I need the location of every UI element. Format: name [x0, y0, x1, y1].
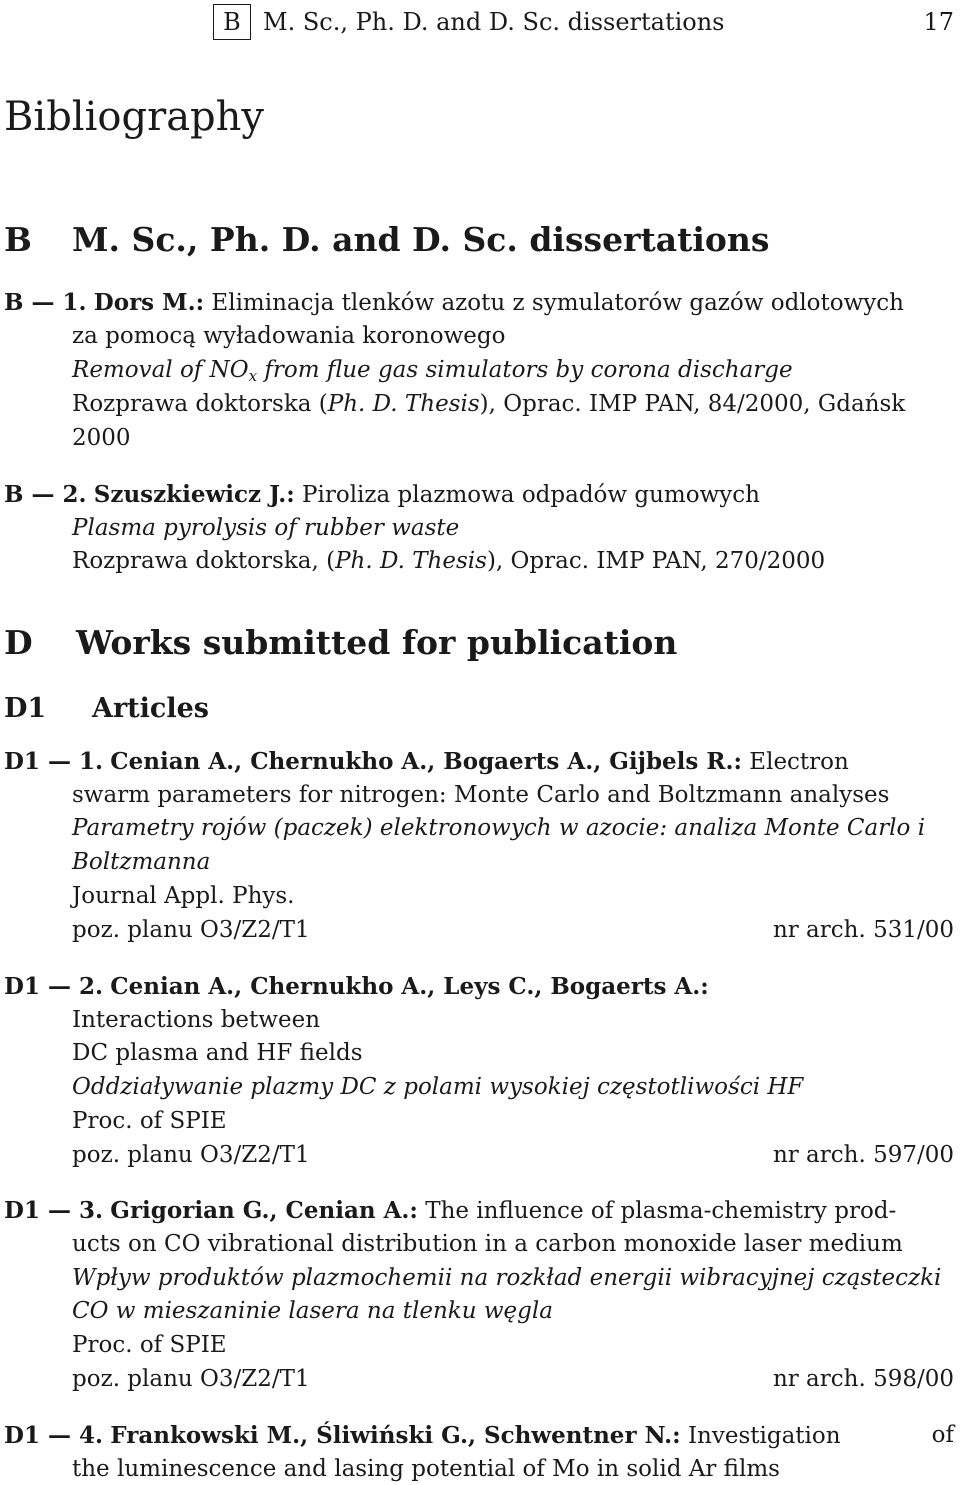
- entry-b2-author: Szuszkiewicz J.:: [93, 481, 295, 508]
- entry-d1-4-authors: Frankowski M., Śliwiński G., Schwentner N.:: [110, 1422, 681, 1449]
- entry-b2-ref: B — 2.: [4, 481, 87, 508]
- entry-d1-2-line1: [4, 973, 709, 1000]
- entry-d1-3-authors: Grigorian G., Cenian A.:: [110, 1197, 418, 1224]
- page-number: 17: [923, 8, 954, 36]
- entry-b1-thesis-a: Rozprawa doktorska (: [72, 391, 328, 417]
- entry-b1-title-en-sub: x: [248, 367, 258, 385]
- entry-d1-1-ref: D1 — 1.: [4, 748, 103, 775]
- entry-d1-2-authors: Cenian A., Chernukho A., Leys C., Bogaerts A.:: [110, 973, 709, 1000]
- entry-b1-thesis: [72, 391, 905, 417]
- entry-d1-1-plan: poz. planu O3/Z2/T1: [72, 917, 310, 943]
- section-d-title: Works submitted for publication: [76, 623, 678, 662]
- entry-d1-4-title-a: Investigation: [687, 1423, 841, 1449]
- section-b-title: M. Sc., Ph. D. and D. Sc. dissertations: [72, 220, 770, 259]
- entry-b2-title-pl: Piroliza plazmowa odpadów gumowych: [302, 482, 760, 508]
- entry-b2-thesis-i: Ph. D. Thesis: [335, 548, 487, 574]
- section-d-letter: D: [4, 623, 33, 662]
- entry-d1-1-title-b: swarm parameters for nitrogen: Monte Carlo and Boltzmann analyses: [72, 782, 890, 808]
- entry-d1-1-title-pl-a: Parametry rojów (paczek) elektronowych w azocie: analiza Monte Carlo i: [72, 815, 926, 841]
- entry-d1-4-title-b: the luminescence and lasing potential of Mo in solid Ar films: [72, 1456, 780, 1482]
- entry-b1-ref: B — 1.: [4, 289, 87, 316]
- page-title: Bibliography: [4, 94, 264, 140]
- entry-d1-2-ref: D1 — 2.: [4, 973, 103, 1000]
- entry-b1-title-en-a: Removal of NO: [72, 357, 249, 383]
- entry-d1-1-journal: Journal Appl. Phys.: [72, 883, 295, 909]
- entry-b1-title-en-b: from flue gas simulators by corona discharge: [257, 357, 793, 383]
- entry-d1-1-authors: Cenian A., Chernukho A., Bogaerts A., Gijbels R.:: [110, 748, 742, 775]
- entry-d1-3-ref: D1 — 3.: [4, 1197, 103, 1224]
- entry-b1-title-en: [72, 357, 793, 383]
- section-d1-title: Articles: [92, 693, 209, 724]
- entry-d1-2-journal: Proc. of SPIE: [72, 1108, 227, 1134]
- entry-b1-author: Dors M.:: [93, 289, 205, 316]
- entry-d1-3-journal: Proc. of SPIE: [72, 1332, 227, 1358]
- entry-b1-line1: [4, 289, 904, 316]
- section-letter-box: B: [213, 4, 251, 40]
- entry-d1-2-title-pl: Oddziaływanie plazmy DC z polami wysokiej częstotliwości HF: [72, 1074, 804, 1100]
- entry-b2-thesis-b: ), Oprac. IMP PAN, 270/2000: [486, 548, 826, 574]
- entry-d1-3-arch: nr arch. 598/00: [772, 1366, 954, 1392]
- entry-b2-thesis: [72, 548, 825, 574]
- entry-b1-thesis-b: ), Oprac. IMP PAN, 84/2000, Gdańsk: [479, 391, 906, 417]
- entry-b2-line1: [4, 481, 760, 508]
- entry-b1-year: 2000: [72, 425, 131, 451]
- entry-d1-4-ref: D1 — 4.: [4, 1422, 103, 1449]
- entry-d1-1-title-pl-b: Boltzmanna: [72, 849, 211, 875]
- running-header-title: M. Sc., Ph. D. and D. Sc. dissertations: [263, 8, 725, 36]
- entry-d1-3-plan: poz. planu O3/Z2/T1: [72, 1366, 310, 1392]
- entry-b1-thesis-i: Ph. D. Thesis: [327, 391, 480, 417]
- entry-b1-title-pl-cont: za pomocą wyładowania koronowego: [72, 323, 506, 349]
- entry-d1-1-title-a: Electron: [749, 749, 849, 775]
- entry-b2-title-en: Plasma pyrolysis of rubber waste: [72, 515, 460, 541]
- section-b-letter: B: [4, 220, 32, 259]
- entry-d1-2-title-b: DC plasma and HF fields: [72, 1040, 363, 1066]
- entry-d1-3-title-a: The influence of plasma-chemistry prod-: [425, 1198, 897, 1224]
- entry-b1-title-pl: Eliminacja tlenków azotu z symulatorów gazów odlotowych: [211, 290, 904, 316]
- entry-d1-3-line1: [4, 1197, 896, 1224]
- entry-d1-3-title-pl-b: CO w mieszaninie lasera na tlenku węgla: [72, 1298, 553, 1324]
- entry-d1-1-line1: [4, 748, 954, 775]
- entry-d1-2-plan: poz. planu O3/Z2/T1: [72, 1142, 310, 1168]
- entry-d1-4-line1: [4, 1422, 841, 1449]
- entry-d1-2-title-a: Interactions between: [72, 1007, 321, 1033]
- entry-d1-4-title-of: of: [931, 1422, 954, 1448]
- entry-d1-2-arch: nr arch. 597/00: [772, 1142, 954, 1168]
- entry-b2-thesis-a: Rozprawa doktorska, (: [72, 548, 336, 574]
- entry-d1-3-title-pl-a: Wpływ produktów plazmochemii na rozkład energii wibracyjnej cząsteczki: [72, 1265, 942, 1291]
- section-d1-letter: D1: [4, 693, 47, 724]
- entry-d1-3-title-b: ucts on CO vibrational distribution in a carbon monoxide laser medium: [72, 1231, 903, 1257]
- entry-d1-1-arch: nr arch. 531/00: [772, 917, 954, 943]
